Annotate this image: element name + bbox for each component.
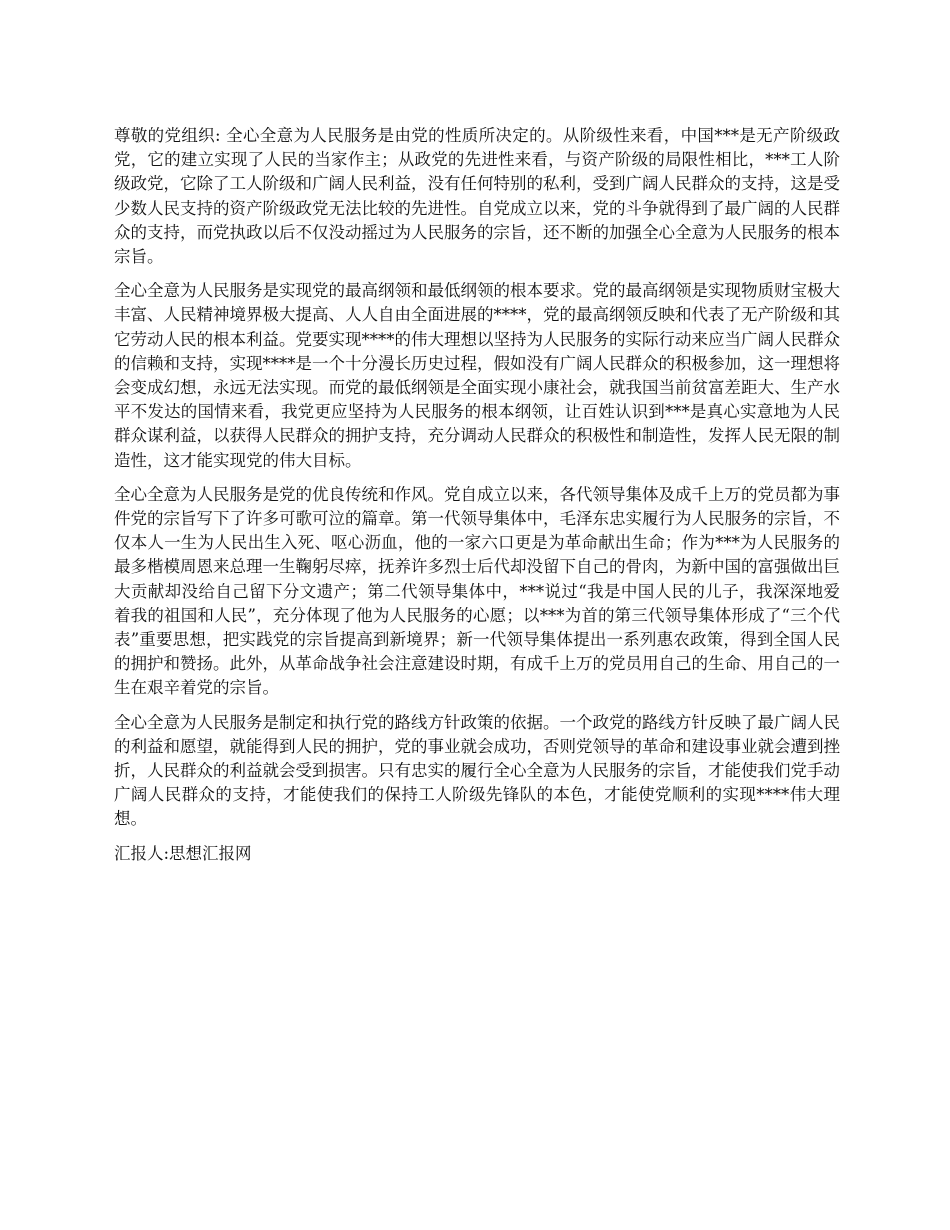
- paragraph-1: 尊敬的党组织: 全心全意为人民服务是由党的性质所决定的。从阶级性来看，中国***是无产阶级政党，它的建立实现了人民的当家作主；从政党的先进性来看，与资产阶级的局限性相比，***工人阶级政党，它除了工人阶级和广阔人民利益，没有任何特别的私利，受到广阔人民群众的支持，这是受少数人民支持的资产阶级政党无法比较的先进性。自党成立以来，党的斗争就得到了最广阔的人民群众的支持，而党执政以后不仅没动摇过为人民服务的宗旨，还不断的加强全心全意为人民服务的根本宗旨。: [114, 126, 840, 267]
- signature-line: 汇报人:思想汇报网: [114, 843, 252, 863]
- paragraph-4: 全心全意为人民服务是制定和执行党的路线方针政策的依据。一个政党的路线方针反映了最广阔人民的利益和愿望，就能得到人民的拥护，党的事业就会成功，否则党领导的革命和建设事业就会遭到挫折，人民群众的利益就会受到损害。只有忠实的履行全心全意为人民服务的宗旨，才能使我们党手动广阔人民群众的支持，才能使我们的保持工人阶级先锋队的本色，才能使党顺利的实现****伟大理想。: [114, 712, 840, 829]
- paragraph-3: 全心全意为人民服务是党的优良传统和作风。党自成立以来，各代领导集体及成千上万的党员都为事件党的宗旨写下了许多可歌可泣的篇章。第一代领导集体中，毛泽东忠实履行为人民服务的宗旨，不仅本人一生为人民出生入死、呕心沥血，他的一家六口更是为革命献出生命；作为***为人民服务的最多楷模周恩来总理一生鞠躬尽瘁，抚养许多烈士后代却没留下自己的骨肉，为新中国的富强做出巨大贡献却没给自己留下分文遗产；第二代领导集体中，***说过“我是中国人民的儿子，我深深地爱着我的祖国和人民”，充分体现了他为人民服务的心愿；以***为首的第三代领导集体形成了“三个代表”重要思想，把实践党的宗旨提高到新境界；新一代领导集体提出一系列惠农政策，得到全国人民的拥护和赞扬。此外，从革命战争社会注意建设时期，有成千上万的党员用自己的生命、用自己的一生在艰辛着党的宗旨。: [114, 484, 840, 698]
- paragraph-2: 全心全意为人民服务是实现党的最高纲领和最低纲领的根本要求。党的最高纲领是实现物质财宝极大丰富、人民精神境界极大提高、人人自由全面进展的****，党的最高纲领反映和代表了无产阶级和其它劳动人民的根本利益。党要实现****的伟大理想以坚持为人民服务的实际行动来应当广阔人民群众的信赖和支持，实现****是一个十分漫长历史过程，假如没有广阔人民群众的积极参加，这一理想将会变成幻想，永远无法实现。而党的最低纲领是全面实现小康社会，就我国当前贫富差距大、生产水平不发达的国情来看，我党更应坚持为人民服务的根本纲领，让百姓认识到***是真心实意地为人民群众谋利益，以获得人民群众的拥护支持，充分调动人民群众的积极性和制造性，发挥人民无限的制造性，这才能实现党的伟大目标。: [114, 281, 840, 470]
- document-body: [114, 124, 840, 866]
